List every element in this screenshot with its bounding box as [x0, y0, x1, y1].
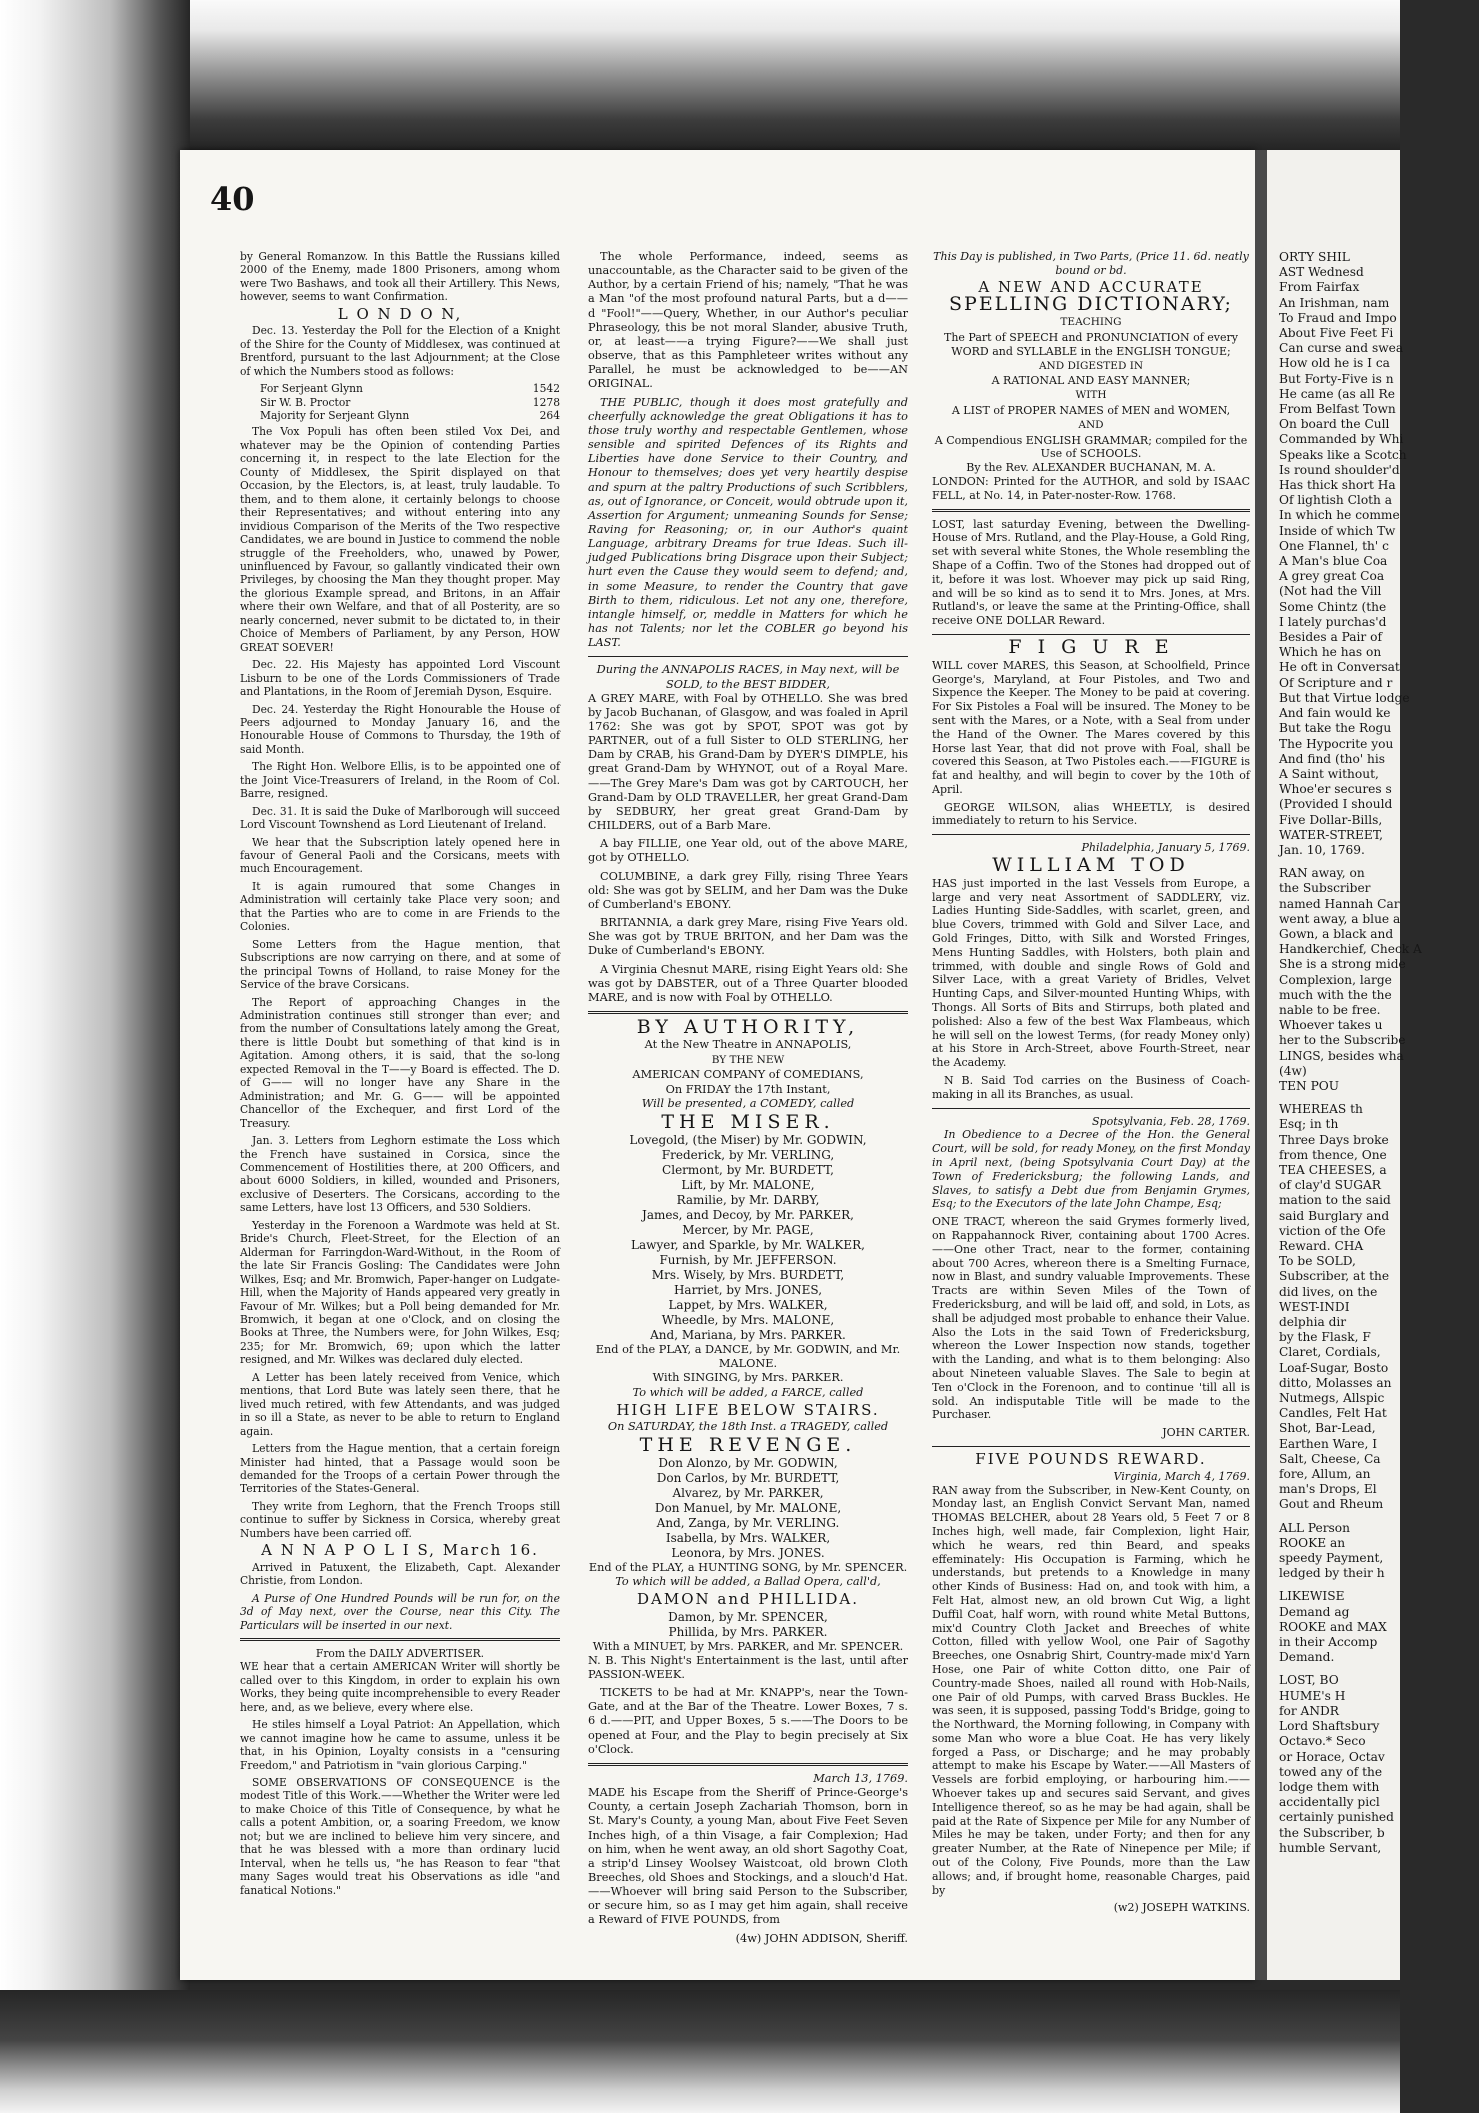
paragraph: WE hear that a certain AMERICAN Writer will shortly be called over to this Kingdom, in order to explain his own Works, they being quite incomprehensible to every Reader here, and, as we believe, every where else. [240, 1660, 560, 1714]
scanner-top-margin [0, 0, 1400, 150]
fragment-line: Lord Shaftsbury [1279, 1719, 1380, 1734]
fragment-line: But take the Rogu [1279, 721, 1392, 736]
cast-line: Wheedle, by Mrs. MALONE, [661, 1313, 835, 1328]
fragment-line: Reward. CHA [1279, 1239, 1364, 1253]
fragment-line: ALL Person [1279, 1520, 1350, 1535]
fragment-line: Five Dollar-Bills, [1279, 812, 1383, 827]
cast-line: Phillida, by Mrs. PARKER. [668, 1624, 828, 1639]
fragment-line: or Horace, Octav [1279, 1749, 1385, 1764]
cast-line: And, Zanga, by Mr. VERLING. [656, 1516, 840, 1531]
divider [932, 634, 1250, 635]
cast-line: Clermont, by Mr. BURDETT, [662, 1163, 834, 1178]
paragraph: Letters from the Hague mention, that a certain foreign Minister had hinted, that a Passage would soon be demanded for the Troops of a certain Power through the Territories of the States-General. [240, 1442, 560, 1496]
paragraph: It is again rumoured that some Changes in Administration will certainly take Place very soon; and that the Parties who are to come in are Friends to the Colonies. [240, 879, 560, 934]
book-subtitle: The Part of SPEECH and PRONUNCIATION of every WORD and SYLLABLE in the ENGLISH TONGUE; [944, 330, 1238, 358]
runaway-notice: MADE his Escape from the Sheriff of Prince-George's County, a certain Joseph Zachariah Thomson, born in St. Mary's County, a young Man, about Five Feet Seven Inches high, of a thin Visage, a fair Complexion; Had on him, when he went away, an old short Sagothy Coat, a strip'd Linsey Woolsey Waistcoat, old brown Cloth Breeches, old Shoes and Stockings, and a slouch'd Hat.——Whoever will bring said Person to the Subscriber, or secure him, so as I may get him again, shall receive a Reward of FIVE POUNDS, from [588, 1786, 908, 1927]
paragraph: THE PUBLIC, though it does most gratefully and cheerfully acknowledge the great Obligations it has to those truly worthy and respectable Gentlemen, whose sensible and spirited Defences of its Rights and Liberties have done Service to their Country, and Honour to themselves; does yet very heartily despise and spurn at the paltry Productions of such Scribblers, as, out of Ignorance, or Conceit, would obtrude upon it, Assertion for Argument; unmeaning Sounds for Sense; Raving for Reasoning; or, in our Author's quaint Language, arbitrary Dreams for true Ideas. Such ill-judged Publications bring Disgrace upon their Subject; hurt even the Cause they would seem to defend; and, in some Measure, to render the Country that gave Birth to them, ridiculous. Let not any one, therefore, intangle himself, or, meddle in Matters for which he has not Talents; nor let the COBLER go beyond his LAST. [588, 395, 908, 650]
fragment-line: Complexion, large [1279, 972, 1392, 987]
paragraph: The Vox Populi has often been stiled Vox Dei, and whatever may be the Opinion of contending Parties concerning it, in respect to the late Election for the County of Middlesex, the Spirit displayed on that Occasion, by the Electors, is, at least, truly laudable. To them, and to them alone, it certainly belongs to choose their Representatives; and without entering into any invidious Comparison of the Merits of the Two respective Candidates, we are bound in Justice to commend the noble struggle of the Freeholders, who, unawed by Power, uninfluenced by Favour, so gallantly vindicated their own Privileges, by choosing the Man they thought proper. May the glorious Example spread, and Britons, in an Affair where their own Welfare, and that of all Posterity, are so nearly concerned, never submit to be dictated to, in their Choice of Members of Parliament, by any Person, HOW GREAT SOEVER! [240, 425, 560, 654]
fragment-line [1279, 1665, 1479, 1673]
theatre-will: Will be presented, a COMEDY, called [641, 1096, 855, 1110]
fragment-line: From Fairfax [1279, 280, 1360, 295]
cast-line: Ramilie, by Mr. DARBY, [676, 1193, 820, 1208]
fragment-line: Nutmegs, Allspic [1279, 1391, 1385, 1406]
column-3 [932, 250, 1250, 1915]
fragment-line: (Provided I should [1279, 797, 1393, 812]
dateline-annapolis: A N N A P O L I S, March 16. [261, 1541, 539, 1560]
fragment-line: Whoever takes u [1279, 1018, 1383, 1033]
cast-line: Harriet, by Mrs. JONES, [673, 1283, 823, 1298]
court-decree: In Obedience to a Decree of the Hon. the General Court, will be sold, for ready Money, on the first Monday in April next, (being Spotsylvania Court Day) at the Town of Fredericksburg; the following Lands, and Slaves, to satisfy a Debt due from Benjamin Grymes, Esq; to the Executors of the late John Champe, Esq; [932, 1128, 1250, 1211]
fragment-line: Salt, Cheese, Ca [1279, 1451, 1381, 1466]
opera-intro: To which will be added, a Ballad Opera, call'd, [615, 1575, 881, 1589]
fragment-line: Gown, a black and [1279, 926, 1394, 941]
fragment-line: ROOKE and MAX [1279, 1619, 1387, 1634]
fragment-line: And fain would ke [1279, 706, 1391, 721]
dateline-london: L O N D O N, [337, 304, 463, 323]
cast-line: And, Mariana, by Mrs. PARKER. [650, 1328, 846, 1343]
fragment-line: She is a strong mide [1279, 957, 1406, 972]
races-intro: During the ANNAPOLIS RACES, in May next, will be SOLD, to the BEST BIDDER, [596, 663, 900, 691]
ad-date: Virginia, March 4, 1769. [1113, 1469, 1250, 1483]
fragment-line: He came (as all Re [1279, 386, 1395, 401]
fragment-line: Shot, Bar-Lead, [1279, 1421, 1376, 1436]
farce-intro: To which will be added, a FARCE, called [632, 1385, 864, 1399]
page-number: 40 [210, 180, 255, 218]
divider [588, 656, 908, 657]
fragment-line: from thence, One [1279, 1147, 1387, 1162]
fragment-line: TEN POU [1279, 1078, 1340, 1093]
fragment-line: for ANDR [1279, 1703, 1339, 1718]
fragment-line: man's Drops, El [1279, 1482, 1377, 1497]
fragment-line: nable to be free. [1279, 1002, 1381, 1017]
cast-line: Don Carlos, by Mr. BURDETT, [656, 1471, 840, 1486]
fragment-line: TEA CHEESES, a [1279, 1162, 1387, 1177]
fragment-line: Demand ag [1279, 1604, 1350, 1619]
theatre-singing: With SINGING, by Mrs. PARKER. [652, 1371, 844, 1385]
cast-line: Mercer, by Mr. PAGE, [682, 1223, 814, 1238]
scanner-left-margin [0, 0, 190, 2113]
fragment-line: Has thick short Ha [1279, 478, 1396, 493]
fragment-line [1279, 1094, 1479, 1102]
fragment-line: towed any of the [1279, 1764, 1383, 1779]
divider [240, 1638, 560, 1641]
horse-listing: COLUMBINE, a dark grey Filly, rising Three Years old: She was got by SELIM, and her Dam was the Duke of Cumberland's EBONY. [588, 869, 908, 911]
stud-notice: WILL cover MARES, this Season, at Schoolfield, Prince George's, Maryland, at Four Pistoles, and Two and Sixpence the Keeper. The Money to be paid at covering. For Six Pistoles a Foal will be insured. The Money to be sent with the Mares, or a Note, with a Seal from under the Hand of the Owner. The Mares covered by this Horse last Year, that did not prove with Foal, shall be covered this Season, at Two Pistoles each.——FIGURE is fat and healthy, and will begin to cover by the 10th of April. [932, 658, 1250, 796]
fragment-line: said Burglary and [1279, 1208, 1390, 1223]
fragment-line: delphia dir [1279, 1315, 1347, 1330]
section-heading: From the DAILY ADVERTISER. [315, 1646, 485, 1660]
theatre-nb: N. B. This Night's Entertainment is the last, until after PASSION-WEEK. [588, 1653, 908, 1681]
fragment-line: Demand. [1279, 1650, 1335, 1665]
fragment-line: A Man's blue Coa [1279, 554, 1388, 569]
fragment-line: One Flannel, th' c [1279, 538, 1389, 553]
adjacent-page-fragment [1267, 150, 1422, 1980]
cast-line: Lift, by Mr. MALONE, [681, 1178, 815, 1193]
paragraph: Dec. 31. It is said the Duke of Marlborough will succeed Lord Viscount Townshend as Lord Lieutenant of Ireland. [240, 804, 560, 832]
ad-date: Spotsylvania, Feb. 28, 1769. [1092, 1114, 1250, 1128]
cast-list [588, 1133, 908, 1343]
ticket-info: TICKETS to be had at Mr. KNAPP's, near the Town-Gate, and at the Bar of the Theatre. Lower Boxes, 7 s. 6 d.——PIT, and Upper Boxes, 5 s.——The Doors to be opened at Four, and the Play to begin precisely at Six o'Clock. [588, 1686, 908, 1756]
book-author: By the Rev. ALEXANDER BUCHANAN, M. A. [966, 461, 1216, 475]
fragment-line: Speaks like a Scotch [1279, 447, 1407, 462]
divider [588, 1763, 908, 1766]
cast-line: Damon, by Mr. SPENCER, [668, 1609, 828, 1624]
fragment-line: named Hannah Car [1279, 896, 1400, 911]
saddlery-nb: N B. Said Tod carries on the Business of Coach-making in all its Branches, as usual. [932, 1074, 1250, 1101]
divider [932, 509, 1250, 512]
theatre-date: On FRIDAY the 17th Instant, [665, 1082, 831, 1096]
divider [588, 1011, 908, 1014]
fragment-line: her to the Subscribe [1279, 1033, 1406, 1048]
fragment-line: Three Days broke [1279, 1132, 1389, 1147]
fragment-line [1279, 1513, 1479, 1521]
fragment-line: humble Servant, [1279, 1840, 1382, 1855]
play-title: THE REVENGE. [639, 1434, 857, 1456]
fragment-line [1279, 1581, 1479, 1589]
poll-results [260, 382, 560, 422]
fragment-line: How old he is I ca [1279, 356, 1390, 371]
horse-listing: A GREY MARE, with Foal by OTHELLO. She was bred by Jacob Buchanan, of Glasgow, and was foaled in April 1762: She was got by SPOT, SPOT was got by PARTNER, out of a full Sister to OLD STERLING, her Dam by CRAB, his Grand-Dam by DYER'S DIMPLE, his great Grand-Dam by WHYNOT, out of a Royal Mare.——The Grey Mare's Dam was got by CARTOUCH, her Grand-Dam by OLD TRAVELLER, her great Grand-Dam by SEDBURY, her great great Grand-Dam by CHILDERS, out of a Barb Mare. [588, 691, 908, 833]
theatre-heading: BY AUTHORITY, [636, 1015, 860, 1038]
cast-list [588, 1610, 908, 1640]
fragment-line: ledged by their h [1279, 1566, 1385, 1581]
fragment-line: Commanded by Whi [1279, 432, 1404, 447]
fragment-line: About Five Feet Fi [1279, 326, 1394, 341]
horse-listing: A bay FILLIE, one Year old, out of the above MARE, got by OTHELLO. [588, 837, 908, 865]
farce-title: HIGH LIFE BELOW STAIRS. [616, 1400, 880, 1419]
fragment-line: viction of the Ofe [1279, 1223, 1386, 1238]
book-gutter [1255, 150, 1267, 1980]
book-digested: AND DIGESTED IN [1038, 359, 1144, 372]
paragraph: The Right Hon. Welbore Ellis, is to be appointed one of the Joint Vice-Treasurers of Ireland, in the Room of Col. Barre, resigned. [240, 760, 560, 801]
book-title-2: SPELLING DICTIONARY; [949, 293, 1233, 316]
cast-line: Mrs. Wisely, by Mrs. BURDETT, [651, 1268, 845, 1283]
book-announcement: This Day is published, in Two Parts, (Price 11. 6d. neatly bound or bd. [933, 250, 1249, 277]
fragment-line: LIKEWISE [1279, 1589, 1345, 1604]
ad-date: Philadelphia, January 5, 1769. [1081, 841, 1250, 855]
book-manner: A RATIONAL AND EASY MANNER; [991, 374, 1191, 388]
fragment-line: in their Accomp [1279, 1635, 1378, 1650]
fragment-line: certainly punished [1279, 1810, 1394, 1825]
fragment-line: WEST-INDI [1279, 1299, 1350, 1314]
fragment-line: Gout and Rheum [1279, 1497, 1384, 1512]
cast-line: Alvarez, by Mr. PARKER, [672, 1486, 824, 1501]
fragment-line: (Not had the Vill [1279, 584, 1382, 599]
fragment-line: lodge them with [1279, 1779, 1380, 1794]
fragment-line: Can curse and swea [1279, 341, 1404, 356]
divider [932, 1108, 1250, 1109]
paragraph: The Report of approaching Changes in the Administration continues still stronger than ever; and from the number of Consultations lately among the Great, there is little Doubt but something of that kind is in Agitation. Among others, it is said, that the so-long expected Removal in the T——y Board is effected. The D. of G—— will no longer have any Share in the Administration; and Mr. G. G—— will be appointed Chancellor of the Exchequer, and first Lord of the Treasury. [240, 995, 560, 1130]
fragment-line: The Hypocrite you [1279, 736, 1394, 751]
play-title: THE MISER. [661, 1110, 835, 1133]
fragment-line: (4w) [1279, 1063, 1307, 1078]
fragment-line [1279, 858, 1479, 866]
opera-title: DAMON and PHILLIDA. [637, 1590, 859, 1609]
minuet: With a MINUET, by Mrs. PARKER, and Mr. SPENCER. [592, 1639, 904, 1653]
cast-line: Lappet, by Mrs. WALKER, [668, 1298, 828, 1313]
fragment-line: Whoe'er secures s [1279, 782, 1392, 797]
purse-notice: A Purse of One Hundred Pounds will be run for, on the 3d of May next, over the Course, near this City. The Particulars will be inserted in our next. [240, 1591, 560, 1632]
cast-line: Don Alonzo, by Mr. GODWIN, [658, 1456, 838, 1471]
fragment-line: Loaf-Sugar, Bosto [1279, 1360, 1389, 1375]
book-and: AND [1078, 418, 1104, 431]
paragraph: A Letter has been lately received from Venice, which mentions, that Lord Bute was lately seen there, that he lived much retired, with few Attendants, and was judged in so ill a State, as never to be able to return to England again. [240, 1370, 560, 1438]
cast-line: Furnish, by Mr. JEFFERSON. [659, 1253, 837, 1268]
reward-heading: FIVE POUNDS REWARD. [975, 1449, 1207, 1468]
fragment-line: And find (tho' his [1279, 751, 1386, 766]
fragment-line: much with the the [1279, 987, 1392, 1002]
fragment-line: In which he comme [1279, 508, 1400, 523]
stud-notice-note: GEORGE WILSON, alias WHEETLY, is desired immediately to return to his Service. [932, 800, 1250, 828]
fragment-line: the Subscriber [1279, 881, 1371, 896]
theatre-venue: At the New Theatre in ANNAPOLIS, [644, 1038, 852, 1052]
book-grammar: A Compendious ENGLISH GRAMMAR; compiled for the Use of SCHOOLS. [934, 433, 1248, 461]
theatre-company: AMERICAN COMPANY of COMEDIANS, [632, 1068, 864, 1082]
paragraph: The whole Performance, indeed, seems as unaccountable, as the Character said to be given of the Author, by a certain Friend of his; namely, "That he was a Man "of the most profound natural Parts, but a d——d "Fool!"——Query, Whether, in our Author's peculiar Phraseology, this be not moral Slander, abusive Truth, or, at least——a trying Figure?——We shall just observe, that as this Pamphleteer writes without any Parallel, he must be acknowledged to be——AN ORIGINAL. [588, 250, 908, 391]
fragment-line: Of lightish Cloth a [1279, 493, 1393, 508]
fragment-line: Inside of which Tw [1279, 523, 1396, 538]
fragment-line: To Fraud and Impo [1279, 310, 1397, 325]
fragment-line: But that Virtue lodge [1279, 690, 1410, 705]
fragment-line: of clay'd SUGAR [1279, 1178, 1381, 1193]
fragment-line: Subscriber, at the [1279, 1269, 1390, 1284]
article-intro: by General Romanzow. In this Battle the Russians killed 2000 of the Enemy, made 1800 Prisoners, among whom were Two Bashaws, and took all their Artillery. This News, however, seems to want Confirmation. [240, 250, 560, 304]
paragraph: Dec. 22. His Majesty has appointed Lord Viscount Lisburn to be one of the Lords Commissioners of Trade and Plantations, in the Room of Jeremiah Dyson, Esquire. [240, 658, 560, 699]
theatre-by: BY THE NEW [711, 1054, 785, 1067]
cast-line: Frederick, by Mr. VERLING, [661, 1148, 835, 1163]
fragment-line: I lately purchas'd [1279, 614, 1387, 629]
column-2 [588, 250, 908, 1946]
fragment-line: RAN away, on [1279, 866, 1365, 881]
paragraph: Some Letters from the Hague mention, that Subscriptions are now carrying on there, and at some of the principal Towns of Holland, to raise Money for the Service of the brave Corsicans. [240, 937, 560, 992]
fragment-line: AST Wednesd [1279, 265, 1364, 280]
theatre-dance: End of the PLAY, a DANCE, by Mr. GODWIN, and Mr. MALONE. [595, 1343, 901, 1371]
fragment-line: Of Scripture and r [1279, 675, 1393, 690]
scanner-bottom-margin [0, 1990, 1400, 2113]
fragment-line: ROOKE an [1279, 1535, 1346, 1550]
horse-listing: A Virginia Chesnut MARE, rising Eight Years old: She was got by DABSTER, out of a Three Quarter blooded MARE, and is now with Foal by OTHELLO. [588, 962, 908, 1004]
fragment-line: On board the Cull [1279, 417, 1390, 432]
book-names: A LIST of PROPER NAMES of MEN and WOMEN, [951, 403, 1231, 417]
cast-line: Isabella, by Mrs. WALKER, [665, 1531, 831, 1546]
cast-line: Lovegold, (the Miser) by Mr. GODWIN, [629, 1133, 867, 1148]
cast-line: Leonora, by Mrs. JONES. [671, 1546, 825, 1561]
paragraph: SOME OBSERVATIONS OF CONSEQUENCE is the modest Title of this Work.——Whether the Writer were led to make Choice of this Title of Consequence, by what he calls a potent Ambition, or, a soaring Freedom, we know not; but we are inclined to believe him very sincere, and that he was blessed with a more than ordinary lucid Interval, when he tells us, "he has Reason to fear "that many Sages would treat his Observations as idle "and fanatical Notions." [240, 1776, 560, 1897]
book-with: WITH [1075, 389, 1107, 402]
runaway-notice: RAN away from the Subscriber, in New-Kent County, on Monday last, an English Convict Servant Man, named THOMAS BELCHER, about 28 Years old, 5 Feet 7 or 8 Inches high, well made, fair Complexion, light Hair, which he wears, red thin Beard, and speaks effeminately: His Occupation is Farming, which he understands, but pretends to a Knowledge in many other Kinds of Business: Had on, and took with him, a Felt Hat, almost new, an old brown Cut Wig, a light Duffil Coat, half worn, with round white Metal Buttons, mix'd Country Cloth Jacket and Breeches of white Cotton, filled with yellow Wool, one Pair of Sagothy Breeches, one Osnabrig Shirt, Country-made mix'd Yarn Hose, one Pair of white Cotton ditto, one Pair of Country-made Shoes, nailed all round with Hob-Nails, one Pair of old Pumps, with carved Brass Buckles. He was seen, it is supposed, passing Todd's Bridge, going to the Northward, the Morning following, in Company with some Man who wore a blue Coat. He has very likely forged a Pass, or Discharge; and he may probably attempt to make his Escape by Water.——All Masters of Vessels are forbid employing, or harbouring him.——Whoever takes up and secures said Servant, and gives Intelligence thereof, so as he may be had again, shall be paid at the Rate of Sixpence per Mile for any Number of Miles he may be taken, under Forty; and then for any greater Number, at the Rate of Ninepence per Mile; if out of the Colony, Five Pounds, more than the Law allows; and, if brought home, reasonable Charges, paid by [932, 1483, 1250, 1897]
fragment-line: To be SOLD, [1279, 1254, 1356, 1269]
fragment-line: did lives, on the [1279, 1284, 1378, 1299]
tod-heading: WILLIAM TOD [992, 854, 1190, 877]
paragraph: They write from Leghorn, that the French Troops still continue to suffer by Sickness in Corsica, whereby great Numbers have been carried off. [240, 1499, 560, 1540]
divider [932, 1446, 1250, 1447]
paragraph: Dec. 13. Yesterday the Poll for the Election of a Knight of the Shire for the County of Middlesex, was continued at Brentford, pursuant to the last Adjournment; at the Close of which the Numbers stood as follows: [240, 324, 560, 378]
fragment-line: He oft in Conversat [1279, 660, 1400, 675]
poll-row: Sir W. B. Proctor 1278 [260, 395, 560, 409]
fragment-line: by the Flask, F [1279, 1330, 1371, 1345]
paragraph: Yesterday in the Forenoon a Wardmote was held at St. Bride's Church, Fleet-Street, for the Election of an Alderman for Farringdon-Ward-Without, in the Room of the late Sir Francis Gosling: The Candidates were John Wilkes, Esq; and Mr. Bromwich, Paper-hanger on Ludgate-Hill, when the Majority of Hands appeared very greatly in Favour of Mr. Wilkes; but a Poll being demanded for Mr. Bromwich, it began at one o'Clock, and on closing the Books at Three, the Numbers were, for John Wilkes, Esq; 235; for Mr. Bromwich, 69; upon which the latter resigned, and Mr. Wilkes was declared duly elected. [240, 1218, 560, 1367]
cast-line: James, and Decoy, by Mr. PARKER, [642, 1208, 854, 1223]
newspaper-page [180, 150, 1255, 1980]
fragment-line: LINGS, besides wha [1279, 1048, 1404, 1063]
signature: (4w) JOHN ADDISON, Sheriff. [735, 1931, 908, 1945]
fragment-line: WATER-STREET, [1279, 827, 1384, 842]
hunting-song: End of the PLAY, a HUNTING SONG, by Mr. SPENCER. [588, 1561, 908, 1575]
figure-heading: F I G U R E [1008, 635, 1174, 658]
column-1 [240, 250, 560, 1901]
fragment-line: ditto, Molasses an [1279, 1375, 1392, 1390]
fragment-line: Candles, Felt Hat [1279, 1406, 1387, 1421]
fragment-line: A Saint without, [1279, 766, 1379, 781]
saddlery-notice: HAS just imported in the last Vessels from Europe, a large and very neat Assortment of SADDLERY, viz. Ladies Hunting Side-Saddles, with scarlet, green, and blue Covers, trimmed with Gold and Silver Lace, and Gold Fringes, Ditto, with Silk and Worsted Fringes, Mens Hunting Saddles, with Holsters, both plain and trimmed, with double and single Rows of Gold and Silver Lace, with a great Variety of Bridles, Velvet Hunting Caps, and Silver-mounted Hunting Whips, with Thongs. All Sorts of Bits and Stirrups, both plated and polished: Also a few of the best Wax Flambeaus, which he will sell on the lowest Terms, (for ready Money only) at his Store in Arch-Street, above Fourth-Street, near the Academy. [932, 876, 1250, 1070]
cast-line: Don Manuel, by Mr. MALONE, [654, 1501, 842, 1516]
paragraph: Jan. 3. Letters from Leghorn estimate the Loss which the French have sustained in Corsica, since the Commencement of Hostilities there, at 200 Officers, and about 6000 Soldiers, in killed, wounded and Prisoners, exclusive of Deserters. The Corsicans, according to the same Letters, have lost 13 Officers, and 530 Soldiers. [240, 1134, 560, 1215]
cast-line: Lawyer, and Sparkle, by Mr. WALKER, [631, 1238, 865, 1253]
fragment-line: Handkerchief, Check A [1279, 942, 1422, 957]
fragment-line: fore, Allum, an [1279, 1467, 1371, 1482]
book-teaching: TEACHING [1060, 316, 1122, 329]
poll-row: For Serjeant Glynn 1542 [260, 382, 560, 396]
fragment-line: ORTY SHIL [1279, 250, 1350, 264]
fragment-line: Esq; in th [1279, 1117, 1339, 1132]
saturday-intro: On SATURDAY, the 18th Inst. a TRAGEDY, called [607, 1419, 889, 1433]
cast-list [588, 1456, 908, 1561]
fragment-line: LOST, BO [1279, 1673, 1339, 1688]
paragraph: We hear that the Subscription lately opened here in favour of General Paoli and the Corsicans, meets with much Encouragement. [240, 835, 560, 876]
fragment-line: HUME's H [1279, 1688, 1346, 1703]
fragment-line: Some Chintz (the [1279, 599, 1387, 614]
fragment-line: Which he has on [1279, 645, 1382, 660]
divider [932, 834, 1250, 835]
book-title-1: A NEW AND ACCURATE [978, 277, 1204, 296]
fragment-line: An Irishman, nam [1279, 295, 1390, 310]
fragment-line: From Belfast Town [1279, 402, 1396, 417]
fragment-line: went away, a blue a [1279, 911, 1401, 926]
book-imprint: LONDON: Printed for the AUTHOR, and sold by ISAAC FELL, at No. 14, in Pater-noster-Row. 1768. [932, 474, 1250, 502]
fragment-line: the Subscriber, b [1279, 1825, 1385, 1840]
fragment-line: Claret, Cordials, [1279, 1345, 1381, 1360]
fragment-line: speedy Payment, [1279, 1551, 1384, 1566]
lost-ring-notice: LOST, last saturday Evening, between the Dwelling-House of Mrs. Rutland, and the Play-House, a Gold Ring, set with several white Stones, the Whole resembling the Shape of a Coffin. Two of the Stones had dropped out of it, before it was lost. Whoever may pick up said Ring, and will be so kind as to send it to Mrs. Jones, at Mrs. Rutland's, or leave the same at the Printing-Office, shall receive ONE DOLLAR Reward. [932, 517, 1250, 628]
paragraph: Arrived in Patuxent, the Elizabeth, Capt. Alexander Christie, from London. [240, 1560, 560, 1588]
signature: JOHN CARTER. [1162, 1426, 1250, 1440]
fragment-line: A grey great Coa [1279, 569, 1385, 584]
signature: (w2) JOSEPH WATKINS. [1113, 1901, 1250, 1915]
poll-majority: Majority for Serjeant Glynn 264 [260, 408, 560, 422]
fragment-line: Jan. 10, 1769. [1279, 842, 1365, 857]
horse-listing: BRITANNIA, a dark grey Mare, rising Five Years old. She was got by TRUE BRITON, and her Dam was the Duke of Cumberland's EBONY. [588, 916, 908, 958]
ad-date: March 13, 1769. [813, 1771, 908, 1785]
fragment-line: But Forty-Five is n [1279, 371, 1394, 386]
fragment-line: Is round shoulder'd [1279, 462, 1400, 477]
adjacent-page-text [1279, 250, 1479, 1856]
paragraph: Dec. 24. Yesterday the Right Honourable the House of Peers adjourned to Monday January 16, and the Honourable House of Commons to Thursday, the 19th of said Month. [240, 702, 560, 756]
paragraph: He stiles himself a Loyal Patriot: An Appellation, which we cannot imagine how he came to assume, unless it be that, in his Opinion, Loyalty consists in a "censuring Freedom," and Patriotism in "vain glorious Carping." [240, 1718, 560, 1772]
fragment-line: mation to the said [1279, 1193, 1391, 1208]
fragment-line: Earthen Ware, I [1279, 1436, 1378, 1451]
land-sale-notice: ONE TRACT, whereon the said Grymes formerly lived, on Rappahannock River, containing about 1700 Acres.——One other Tract, near to the former, containing about 700 Acres, whereon there is a Smelting Furnace, now in Blast, and sundry valuable Improvements. These Tracts are within Seven Miles of the Town of Fredericksburg, and will be laid off, and sold, in Lots, as shall be adjudged most probable to enhance their Value. Also the Lots in the said Town of Fredericksburg, whereon the Lower Inspection now stands, together with the Landing, and what is to them belonging: Also about Nineteen valuable Slaves. The Sale to begin at Ten o'Clock in the Forenoon, and to continue 'till all is sold. An indisputable Title will be made to the Purchaser. [932, 1215, 1250, 1422]
fragment-line: accidentally picl [1279, 1795, 1380, 1810]
fragment-line: Besides a Pair of [1279, 630, 1382, 645]
fragment-line: WHEREAS th [1279, 1102, 1363, 1117]
fragment-line: Octavo.* Seco [1279, 1734, 1366, 1749]
